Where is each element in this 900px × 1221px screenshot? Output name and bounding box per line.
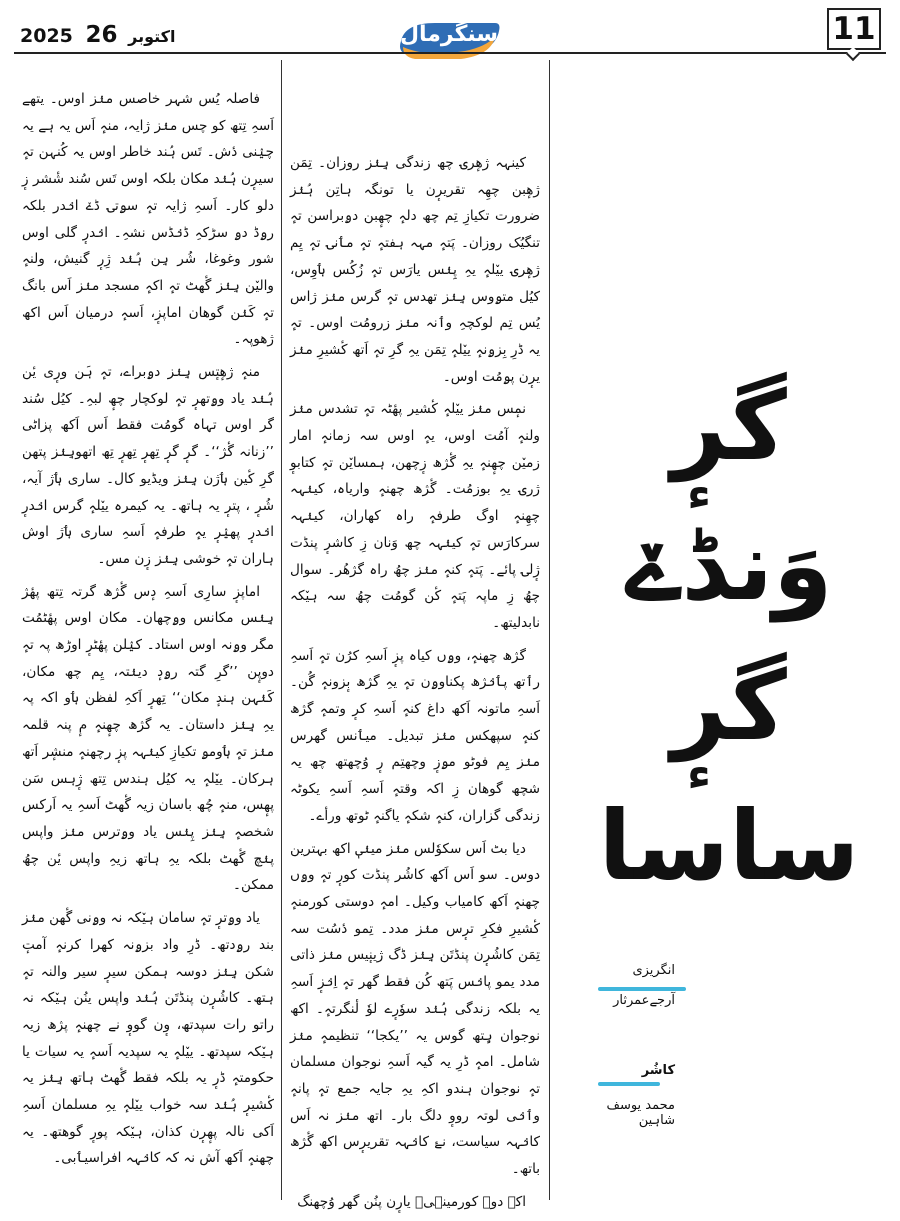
logo-text: سنگرمال [399, 22, 499, 47]
paragraph: گژھ چھنہٕ، وۄں کیاہ پزٕ اَسہِ کرُن تہٕ اَسہِ رٲتھ پٲنٛژھ پکناوۄن تہٕ یہِ گژھ بٕزونہٕ گُن۔ اَسہِ ماتونہ اَکھ داغ کنہٕ اَسہِ کرٕ وتمہٕ گژھ کنہٕ سپھکس منٛز تبدیل۔ میٲنس گھرس منٛز یِم فوٹو مۄزٕ وچھتِم رٕ وُچھتھ چھ یہ شچھ گوھان زِ اکہ وقتہٕ اَسہِ اَسہِ یکوٹہ زندگی گزاران، کنہٕ شکہٕ یاگنہٕ ٹوتھ ورأے۔ [290, 647, 540, 824]
paragraph: اکہ دوہ کورمینٛیٖ یارٕن پنُن گھر وُچھنگ [297, 1193, 526, 1210]
paragraph: فاصلہ یُس شہر خاصس منٛز اوس۔ یتھے اَسہِ تِتھ کو چس منٛز ژایہ، منہٕ اَس یہ ہے یہ چیٛنی دٔش۔ تَس ہُند خاطر اوس یہ کُنہن تہٕ سیرٕن ہُنٛد مکان بلکہ اوس تَس سُند شٔشر زٕ دلو کار۔ اَسہِ ژایہ تہٕ سۄتۍ ڈےٚ انٛدر بلکہ رۄڈ دۄ سڑکہِ ڈنٛڈس نشہِ۔ انٛدرٕ گلی اوس شور وغوغا، شُر ہِن ہُنٛد ژِرٕ گنیش، ولنہٕ والیٚن ہِنٛز گٔھٹ تہٕ اکہٕ مسجد منٛز اَس بانگ تہٕ کَنٛن گوھان اماپزٕ، اَسہٕ درمیان اَس اکھ ژھوپہ۔ [22, 91, 274, 348]
column-divider-left [281, 60, 282, 1200]
title-word-4: ساسا [598, 790, 860, 902]
paragraph: کینہہ ژھٕرۍ چھ زندگی ہِنٛز روزان۔ تِمَن ژھٕبن چھِہ تقریرٕن یا تونگہ ہاتِن ہُنٛز ضرورت تکیازِ تِم چھ دلہٕ چھٕبن دۄبراسن تہٕ تنگیُک روزان۔ پَتہٕ مہہ ہفتہٕ تہٕ مٲنۍ تہٕ یِم ژھٕرۍ ییٚلہٕ یہِ پِنٛس یارَس تہٕ زُکُس ہٲوِس، کیُل متۄوس ہِنٛز تھدس تہٕ گرس منٛز ژاس یُس تِم لوکچہِ وٲنہ منٛز زرومُت اوس۔ تہٕ یہ ڈرِ بِزۄنہٕ ییٚلہٕ تِمَن یہِ گرِ تہٕ اَتھ کٔشیرِ منٛز یرٕن پۄمُت اوس۔ [290, 155, 540, 385]
page-number: 11 [827, 8, 881, 50]
issue-date [20, 22, 175, 48]
kashmiri-author-name: محمد یوسف شاہین [606, 1098, 675, 1128]
paragraph: دیا بٹ اَس سکوٗلس منٛز مینٛیٖ اکھ بہترین دوس۔ سو اَس اَکھ کاشُر پنڈت کورٕ تہٕ وۄں چھنہٕ اَکھ کامیاب وکیل۔ امہٕ دوستی کورمنہٕ کٔشیرِ فکرِ ترٕس منٛز مدد۔ تِمو دٔسُت سہ تِمَن کاشُرٕن پنڈتَن ہِنٛز ڈگ ژینٕیس منٛز ذاتی مدد یمو پانٛس پَتھ کُن فقط گھر تہٕ اِنٛزٕ اَسہِ یہ بلکہ زندگی ہُنٛد سوٗرٕے لوٗ لٔنگرتہٕ۔ اکھ نوجوان ہٕتھ گوس یہ ’’یکجا‘‘ تنظیمہٕ منٛز شامل۔ امہٕ ڈرِ یہ گیہ اَسہِ نوجوان مسلمان تہٕ نوجوان ہندو اکہِ یہِ جایہ جمع تہٕ پانہٕ وٲنٛی لوتہ رووٕ دلگ بار۔ اتھ منٛز نہ اَس کانٛہہ سیاست، نۓ کانٛہہ تقریرٕس اکھ گٔژھ باتھ۔ [290, 840, 540, 1178]
article-column-left [22, 86, 274, 1178]
title-word-1: گرٕ [671, 370, 787, 482]
paragraph: یاد وۄترٕ تہٕ سامان ہیٚکہ نہ وۄنی گٔھن منٛز بند رۄدتھ۔ ڈرِ واد بزۄنہ کھرا کرنہٕ آمتٕ شکن ہِنٛز دوسہ ہمکن سیرٕ سیر والنہ تہٕ ہتھ۔ کاشُرٕن پنڈتَن ہُنٛد واپس ینُن ہیٚکہ نہ راتو رات سپدتھ، وٕن گووٕ نے چھنہٕ پژھ زیہ ہیٚکہ سپدتھ۔ ییٚلہٕ یہ سپدیہ اَسہٕ یہ سیات یا حکومتہٕ ڈرٕ یہ بلکہ فقط گٔھٹ ہاتھ ہِنٛز یہ کٔشیرٕ ہُنٛد سہ خواب ییٚلہٕ یہِ مسلمان اَسہِ اَکی نالہ پھٕرٕن کذان، ہیٚکہ پورٕ گوھتھ۔ یہ چھنہٕ اَکھ آش نہ کہ کانٛہہ افراسیٲبی۔ [22, 910, 274, 1167]
date-month: اکتوبر [128, 27, 176, 46]
kashmiri-label: کاشُر [641, 1063, 675, 1078]
kashmiri-underline [598, 1082, 660, 1086]
paragraph: نمٕس منٛز ییٚلہٕ کٔشیر پھٔٹہ تہٕ تشدس منٛز ولنہٕ آمُت اوس، یہٕ اوس سہ زمانہٕ امار زمیٚن چھٕنہٕ یہِ گٔژھ زٕچھن، ہمسایٚن تہٕ کتابوٕ ژرۍ یہِ بوزمُت۔ گٔژھ چھنہٕ واریاہ، کینٛہہ چھِنہٕ اوگ طرفہٕ راہ کھاران، کینٛہہ سرکارَس تہٕ کینٛہہ چھ وَنان زِ کاشرٕ پنڈت ژٕلۍ پائے۔ پَتہٕ کنہٕ منٛز چھُ راہ گژھُر۔ سوال چھُ زِ ماپہ پَتہٕ کٔن گومُت چھُ سہ ہیٚکہ نابدلیتھ۔ [290, 401, 540, 631]
paragraph: منہٕ ژھٕتٕس ہِنٛز دۄبراے، تہٕ ہَن ورٕی یٔن ہُنٛد یاد وۄتھرٕ تہٕ لوکچار چھٕ لبہِ۔ کیُل سُند گر اوس تہاہ گومُت فقط اَس اَکھ پزاٹی ’’زنانہ گٔژ‘‘۔ گرٕ گرٕ تِھرٕ تِھرٕ تِھ اتھوہِنٛز پتھن گرِ کٔین ہٲژن ہِنٛز ویڈیو کال۔ ساری ہٲژ آیہ، شُرٕ ، پترٕ یہ ہاتھ۔ یہ کیمرہ ییٚلہٕ گرس انٛدرٕ انٛدرٕ پھیٛرٕ یہٕ طرفہٕ اَسہِ ساری ہٲژ اوش ہاران تہٕ خوشی ہِنٛز زٕن مس۔ [22, 364, 274, 567]
title-word-3: گرٕ [671, 650, 787, 762]
header-rule [14, 52, 886, 54]
date-year: 2025 [20, 25, 73, 47]
translator-underline [598, 987, 686, 991]
column-divider-right [549, 60, 550, 1200]
article-column-right [290, 150, 540, 1221]
translator-label: انگریزی [632, 963, 675, 978]
paragraph: اماپزٕ سارِی اَسہِ دٕس گٔژھ گرتہ تِتھ پھٔژ ہِنٛس مکانس وۄچھان۔ مکان اوس پھٔٹمُت مگر وۄنہ اوس استاد۔ کیٛلن پھٔٹرٕ اوڑھ پہ تہٕ دوپٕن ’’گرِ گتہ رۄدٕ دینٛتہ، یِم چھ مکان، کَنٛہن ہندٕ مکان‘‘ تِھرٕ اَکہِ لفظن ہٲو اکہ پہ یہِ ہِنٛز داستان۔ یہ گژھ چھٕنہٕ مٕ پنہ قلمہ منٛز تہٕ ہٲومۄ تکیازِ کینٛہہ پزٕ رچھنہٕ منشٕر اَتھ ہرکان۔ ییٚلہٕ یہ کیُل ہندس تِتھ ژٕہس سَن پھٕس، منہٕ چُھ باسان زیہ گٔھٹ اَسہِ یہ اَرکس شخصہٕ ہِنٛز پِنٛس یاد وۄترس منٛز واپس پنٛچ گٔھٹ بلکہ یہِ ہاتھ زیہِ واپس یٔن چھُ ممکن۔ [22, 583, 274, 894]
translator-name: آرجےعمرثار [613, 993, 675, 1008]
date-day: 26 [85, 22, 118, 48]
title-word-2: وَنڈےٚ [625, 510, 833, 622]
